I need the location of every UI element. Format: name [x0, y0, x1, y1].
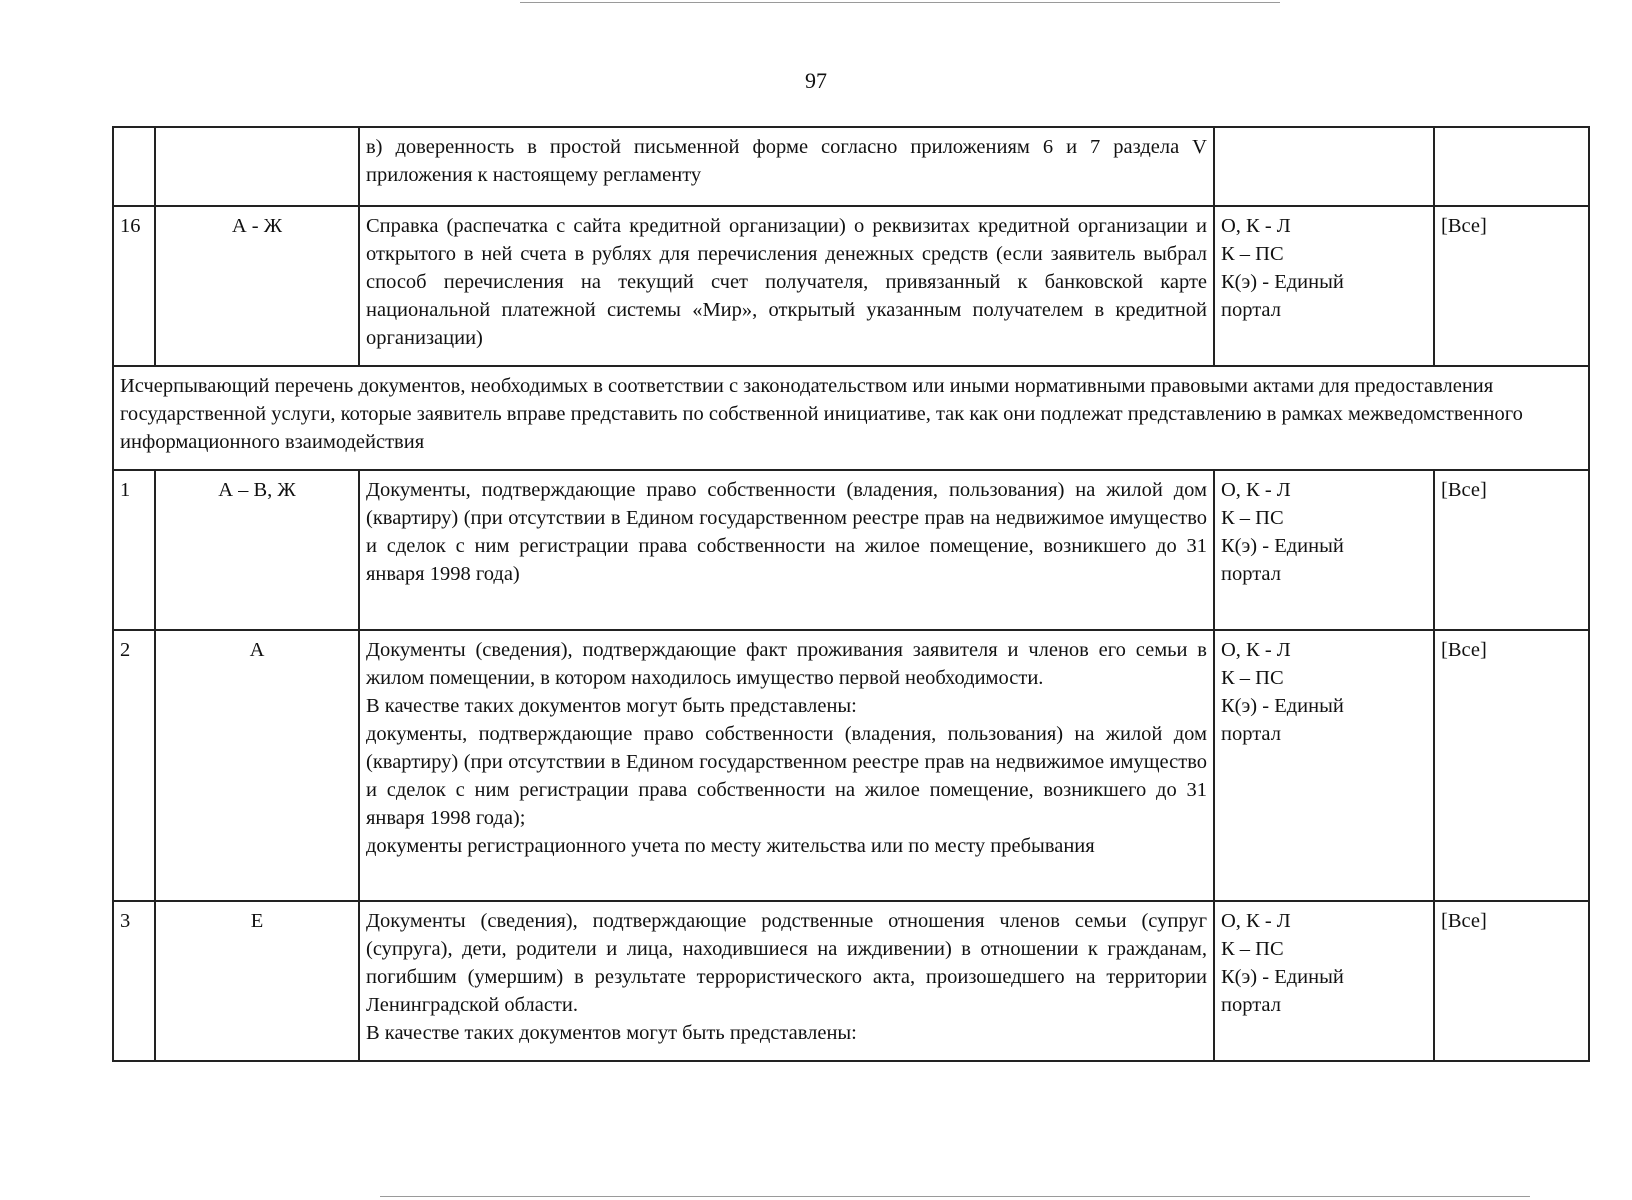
- applicants-cell: [1434, 127, 1589, 206]
- method-line: К – ПС: [1221, 507, 1284, 529]
- document-description-cell: [359, 206, 1214, 366]
- document-description-cell: [359, 630, 1214, 901]
- applicants-cell: [Все]: [1434, 470, 1589, 630]
- method-line: портал: [1221, 994, 1281, 1016]
- submission-method-cell: [1214, 127, 1434, 206]
- submission-method-cell: [1214, 470, 1434, 630]
- description-paragraph: Документы (сведения), подтверждающие родственные отношения членов семьи (супруг (супруга), дети, родители и лица, находившиеся на иждивении) в отношении к гражданам, погибшим (умершим) в результате террористического акта, произошедшего на территории Ленинградской области.: [366, 910, 1207, 1016]
- description-paragraph: В качестве таких документов могут быть представлены:: [366, 695, 857, 717]
- method-line: К(э) - Единый: [1221, 271, 1344, 293]
- method-line: К(э) - Единый: [1221, 695, 1344, 717]
- method-line: О, К - Л: [1221, 479, 1291, 501]
- description-paragraph: документы регистрационного учета по месту жительства или по месту пребывания: [366, 835, 1095, 857]
- applicant-category-cell: Е: [155, 901, 359, 1061]
- row-number-cell: 3: [113, 901, 155, 1061]
- row-number-cell: 1: [113, 470, 155, 630]
- row-number-cell: [113, 127, 155, 206]
- method-line: О, К - Л: [1221, 639, 1291, 661]
- section-header-text: Исчерпывающий перечень документов, необходимых в соответствии с законодательством или иными нормативными правовыми актами для предоставления государственной услуги, которые заявитель вправе представить по собственной инициативе, так как они подлежат представлению в рамках межведомственного информационного взаимодействия: [113, 366, 1589, 470]
- document-description-cell: [359, 901, 1214, 1061]
- method-line: К – ПС: [1221, 938, 1284, 960]
- document-description-cell: [359, 127, 1214, 206]
- method-line: портал: [1221, 723, 1281, 745]
- row-number-cell: 2: [113, 630, 155, 901]
- section-header-row: [113, 366, 1589, 470]
- table-row: [113, 470, 1589, 630]
- method-line: К(э) - Единый: [1221, 966, 1344, 988]
- submission-method-cell: [1214, 206, 1434, 366]
- method-line: К – ПС: [1221, 243, 1284, 265]
- method-line: О, К - Л: [1221, 215, 1291, 237]
- scan-edge-bottom: [380, 1196, 1530, 1197]
- applicants-cell: [Все]: [1434, 206, 1589, 366]
- table-row: [113, 630, 1589, 901]
- scan-edge-top: [520, 2, 1280, 3]
- page-number: 97: [805, 68, 827, 93]
- description-text: Справка (распечатка с сайта кредитной организации) о реквизитах кредитной организации и открытого в ней счета в рублях для перечисления денежных средств (если заявитель выбрал способ перечисления на текущий счет получателя, привязанный к банковской карте национальной платежной системы «Мир», открытый указанным получателем в кредитной организации): [366, 215, 1207, 349]
- applicants-cell: [Все]: [1434, 630, 1589, 901]
- method-line: О, К - Л: [1221, 910, 1291, 932]
- applicants-cell: [Все]: [1434, 901, 1589, 1061]
- submission-method-cell: [1214, 630, 1434, 901]
- description-paragraph: В качестве таких документов могут быть представлены:: [366, 1022, 857, 1044]
- documents-table: [112, 126, 1590, 1062]
- description-paragraph: Документы (сведения), подтверждающие факт проживания заявителя и членов его семьи в жилом помещении, в котором находилось имущество первой необходимости.: [366, 639, 1207, 689]
- document-description-cell: [359, 470, 1214, 630]
- description-text: Документы, подтверждающие право собственности (владения, пользования) на жилой дом (квартиру) (при отсутствии в Едином государственном реестре прав на недвижимое имущество и сделок с ним регистрации права собственности на жилое помещение, возникшего до 31 января 1998 года): [366, 479, 1207, 585]
- applicant-category-cell: А – В, Ж: [155, 470, 359, 630]
- row-number-cell: 16: [113, 206, 155, 366]
- applicant-category-cell: [155, 127, 359, 206]
- description-paragraph: документы, подтверждающие право собственности (владения, пользования) на жилой дом (квартиру) (при отсутствии в Едином государственном реестре прав на недвижимое имущество и сделок с ним регистрации права собственности на жилое помещение, возникшего до 31 января 1998 года);: [366, 723, 1207, 829]
- description-text: в) доверенность в простой письменной форме согласно приложениям 6 и 7 раздела V приложения к настоящему регламенту: [366, 136, 1207, 186]
- applicant-category-cell: А - Ж: [155, 206, 359, 366]
- table-row: [113, 127, 1589, 206]
- method-line: портал: [1221, 299, 1281, 321]
- method-line: К – ПС: [1221, 667, 1284, 689]
- method-line: портал: [1221, 563, 1281, 585]
- submission-method-cell: [1214, 901, 1434, 1061]
- table-row: [113, 901, 1589, 1061]
- table-row: [113, 206, 1589, 366]
- method-line: К(э) - Единый: [1221, 535, 1344, 557]
- applicant-category-cell: А: [155, 630, 359, 901]
